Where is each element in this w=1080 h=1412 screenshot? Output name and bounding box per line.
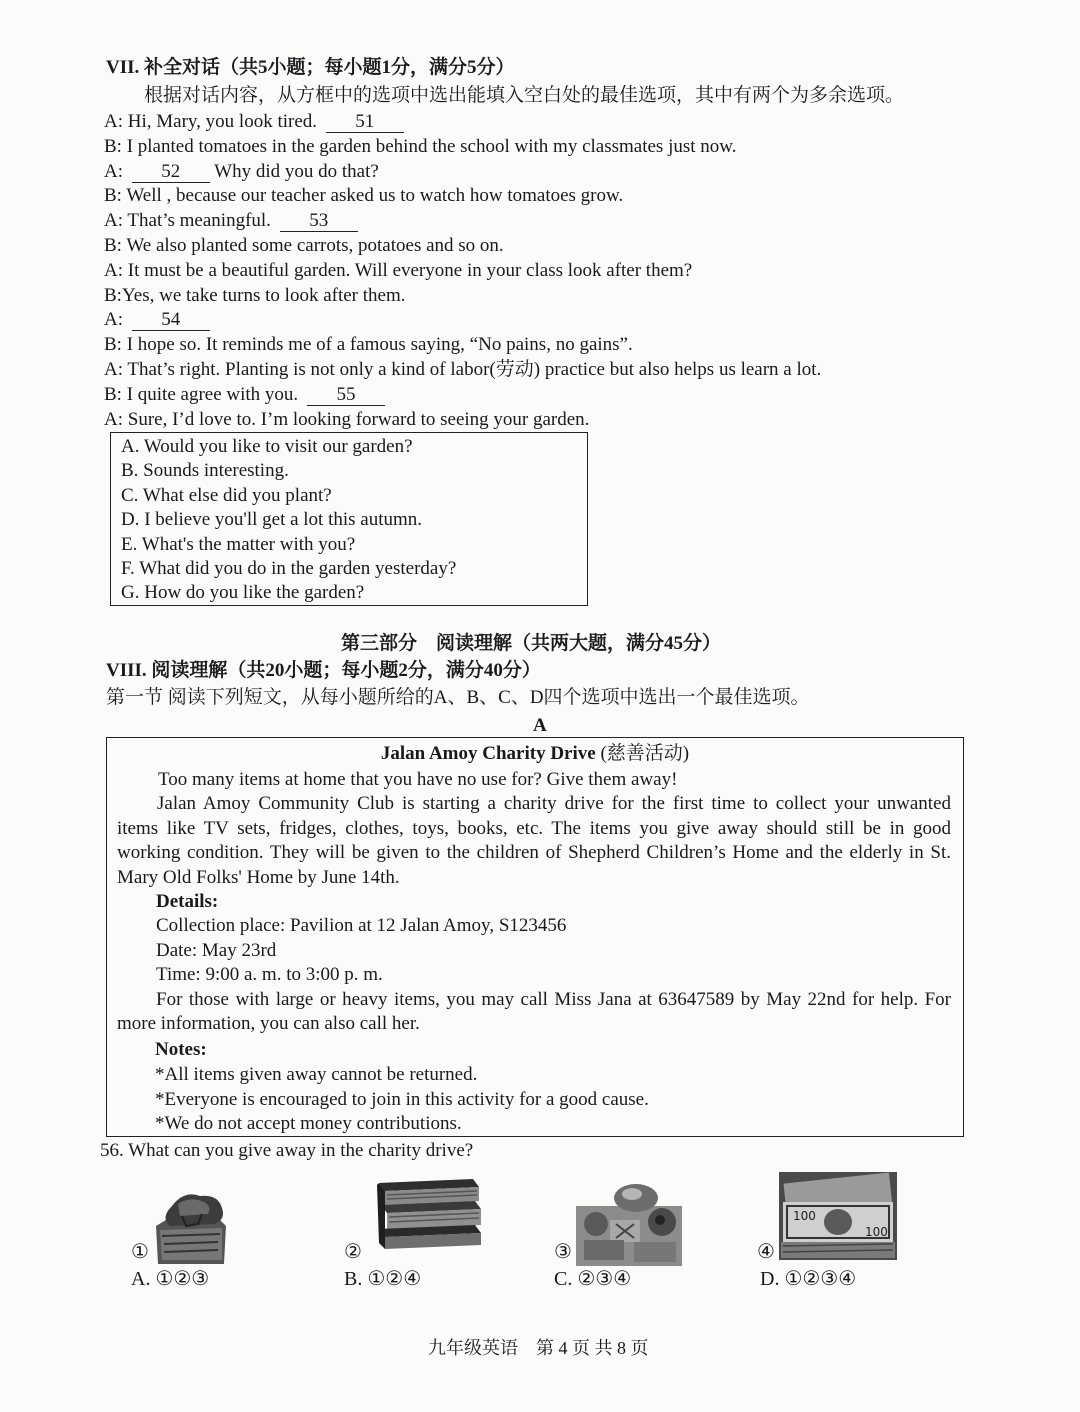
dialogue-line <box>104 383 385 407</box>
notes-label: Notes: <box>155 1039 207 1060</box>
passage-p2-line-3: working condition. They will be given to the children of Shepherd Children’s Home and the elderly in St. <box>117 842 951 863</box>
money-banknotes-icon <box>779 1172 897 1260</box>
dialogue-line <box>104 408 589 432</box>
page-footer: 九年级英语 第 4 页 共 8 页 <box>428 1338 649 1358</box>
dialogue-line <box>104 284 406 308</box>
dialogue-text: B: We also planted some carrots, potatoes and so on. <box>104 235 504 256</box>
svg-text:100: 100 <box>865 1225 888 1239</box>
dialogue-line <box>104 209 358 233</box>
answer-blank[interactable]: 53 <box>280 211 358 232</box>
dialogue-text: A: <box>104 309 128 331</box>
passage-box <box>106 737 964 1137</box>
picture-number: ③ <box>554 1239 572 1263</box>
picture-number: ① <box>131 1239 149 1263</box>
answer-blank[interactable]: 54 <box>132 310 210 331</box>
option-item: E. What's the matter with you? <box>121 533 356 555</box>
passage-p2-line-2: items like TV sets, fridges, clothes, toys, books, etc. The items you give away should still be in good <box>117 818 951 839</box>
passage-p2-line-4: Mary Old Folks' Home by June 14th. <box>117 867 400 888</box>
part3-heading: 第三部分 阅读理解（共两大题，满分45分） <box>341 633 722 654</box>
answer-option-a: A. ①②③ <box>131 1268 210 1290</box>
dialogue-text: A: Hi, Mary, you look tired. <box>104 111 322 132</box>
passage-p3-line-1: For those with large or heavy items, you may call Miss Jana at 63647589 by May 22nd for help. For <box>156 989 951 1010</box>
note-item: *Everyone is encouraged to join in this activity for a good cause. <box>155 1089 649 1110</box>
dialogue-text: Why did you do that? <box>209 160 379 182</box>
answer-option-d: D. ①②③④ <box>760 1268 857 1290</box>
dialogue-text: B: I quite agree with you. <box>104 383 303 405</box>
dialogue-text: B: I planted tomatoes in the garden behind the school with my classmates just now. <box>104 135 737 157</box>
dialogue-line <box>104 135 737 159</box>
details-label: Details: <box>156 891 219 912</box>
option-item: D. I believe you'll get a lot this autumn. <box>121 509 423 531</box>
passage-title: Jalan Amoy Charity Drive <box>380 743 596 764</box>
passage-p2-line-1: Jalan Amoy Community Club is starting a charity drive for the first time to collect your unwanted <box>157 793 951 814</box>
passage-intro: Too many items at home that you have no use for? Give them away! <box>158 769 678 790</box>
picture-number: ② <box>344 1239 362 1263</box>
dialogue-line <box>104 259 692 283</box>
answer-blank[interactable]: 52 <box>132 162 210 183</box>
section-viii-heading: VIII. 阅读理解（共20小题；每小题2分，满分40分） <box>106 660 541 681</box>
section-vii-instruction: 根据对话内容，从方框中的选项中选出能填入空白处的最佳选项，其中有两个为多余选项。 <box>144 85 905 106</box>
collection-place: Collection place: Pavilion at 12 Jalan Amoy, S123456 <box>156 915 567 936</box>
option-item: B. Sounds interesting. <box>121 460 289 482</box>
passage-letter: A <box>533 715 547 736</box>
subsection-instruction: 第一节 阅读下列短文，从每小题所给的A、B、C、D四个选项中选出一个最佳选项。 <box>106 687 810 708</box>
question-56-stem: 56. What can you give away in the charity drive? <box>100 1140 474 1161</box>
passage-title-note: (慈善活动) <box>595 743 690 764</box>
note-item: *All items given away cannot be returned. <box>155 1064 478 1085</box>
dialogue-text: B: I hope so. It reminds me of a famous saying, “No pains, no gains”. <box>104 334 633 356</box>
note-item: *We do not accept money contributions. <box>155 1113 462 1134</box>
dialogue-text: B:Yes, we take turns to look after them. <box>104 284 406 306</box>
dialogue-text: A: <box>104 160 128 182</box>
dialogue-line <box>104 160 379 184</box>
answer-option-c: C. ②③④ <box>554 1268 632 1290</box>
collection-time: Time: 9:00 a. m. to 3:00 p. m. <box>156 964 383 985</box>
collection-date: Date: May 23rd <box>156 940 277 961</box>
passage-title-line <box>107 742 963 767</box>
dialogue-line <box>104 184 623 208</box>
answer-option-b: B. ①②④ <box>344 1268 422 1290</box>
dialogue-text: A: That’s meaningful. <box>104 210 276 232</box>
answer-blank[interactable]: 51 <box>326 112 404 133</box>
clothes-pile-icon <box>152 1186 230 1266</box>
dialogue-line <box>104 333 633 357</box>
dialogue-line <box>104 308 210 332</box>
section-vii-heading: VII. 补全对话（共5小题；每小题1分，满分5分） <box>106 57 515 78</box>
dialogue-text: A: That’s right. Planting is not only a kind of labor(劳动) practice but also helps us learn a lot. <box>104 359 822 380</box>
answer-blank[interactable]: 55 <box>307 385 385 406</box>
toys-pile-icon <box>576 1180 682 1266</box>
svg-text:100: 100 <box>793 1209 816 1223</box>
dialogue-text: B: Well , because our teacher asked us to watch how tomatoes grow. <box>104 185 624 207</box>
options-box <box>110 432 588 606</box>
books-stack-icon <box>375 1177 483 1251</box>
option-item: A. Would you like to visit our garden? <box>121 436 413 457</box>
dialogue-line <box>104 358 821 382</box>
option-item: C. What else did you plant? <box>121 484 332 506</box>
dialogue-line <box>104 234 504 258</box>
passage-p3-line-2: more information, you can also call her. <box>117 1013 420 1034</box>
dialogue-line <box>104 110 404 134</box>
picture-number: ④ <box>757 1239 775 1263</box>
dialogue-text: A: It must be a beautiful garden. Will everyone in your class look after them? <box>104 259 693 281</box>
option-item: F. What did you do in the garden yesterday? <box>121 558 457 579</box>
option-item: G. How do you like the garden? <box>121 582 365 604</box>
dialogue-text: A: Sure, I’d love to. I’m looking forward to seeing your garden. <box>104 408 590 430</box>
